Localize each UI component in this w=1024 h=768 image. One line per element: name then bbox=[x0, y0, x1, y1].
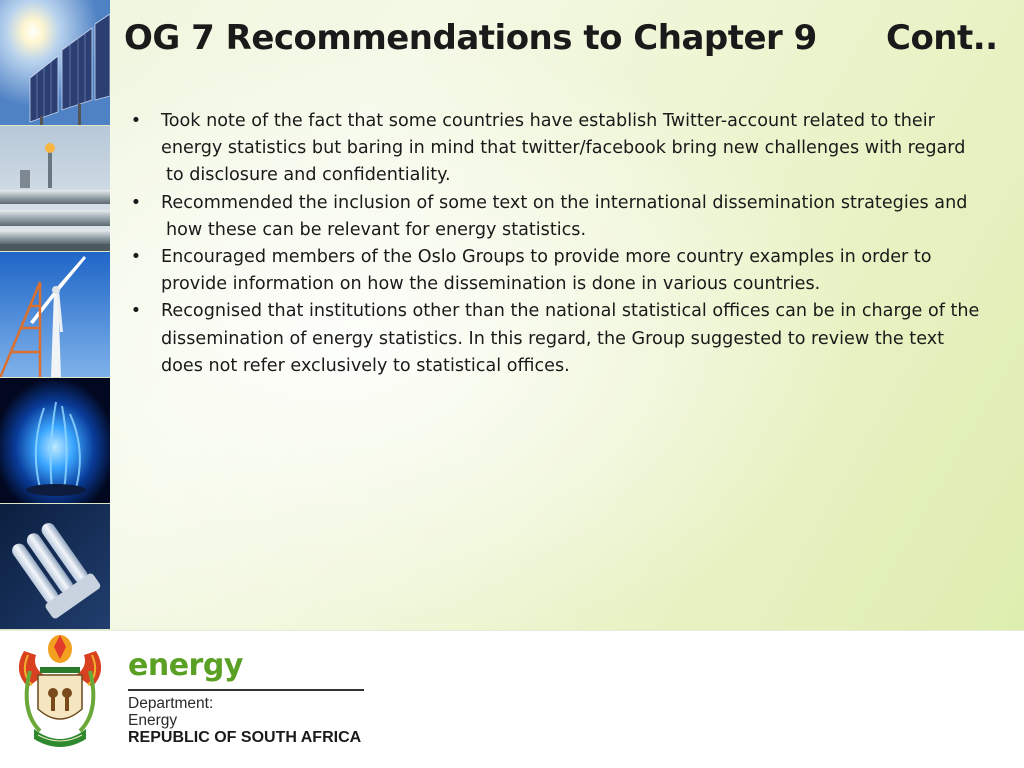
photo-strip bbox=[0, 0, 110, 630]
department-label: Department: bbox=[128, 695, 214, 712]
bullet-line: does not refer exclusively to statistical offices. bbox=[161, 355, 570, 376]
bullet-line: Recognised that institutions other than the national statistical offices can be in charge of the bbox=[161, 301, 980, 322]
bullet-item bbox=[124, 244, 1019, 298]
brand-word: energy bbox=[128, 648, 243, 683]
slide-title bbox=[124, 18, 1014, 68]
title-text: OG 7 Recommendations to Chapter 9 bbox=[124, 18, 817, 58]
bullet-icon: • bbox=[130, 301, 142, 322]
bullet-item bbox=[124, 108, 1019, 190]
bullet-line: provide information on how the dissemination is done in various countries. bbox=[161, 274, 821, 295]
bullet-line: Encouraged members of the Oslo Groups to provide more country examples in order to bbox=[161, 247, 932, 268]
bullet-icon: • bbox=[130, 192, 142, 213]
pipelines-photo bbox=[0, 126, 110, 252]
bullet-line: Took note of the fact that some countries have establish Twitter-account related to their bbox=[161, 111, 935, 131]
bullet-icon: • bbox=[130, 111, 142, 131]
solar-panels-photo bbox=[0, 0, 110, 126]
department-logo bbox=[128, 648, 364, 746]
bullet-item bbox=[124, 190, 1019, 244]
bullet-line: dissemination of energy statistics. In this regard, the Group suggested to review the text bbox=[161, 328, 945, 349]
bullet-line: to disclosure and confidentiality. bbox=[166, 165, 451, 186]
bullet-icon: • bbox=[130, 247, 142, 268]
bullet-item bbox=[124, 298, 1019, 380]
bullet-line: how these can be relevant for energy statistics. bbox=[166, 219, 587, 240]
bullet-line: Recommended the inclusion of some text on the international dissemination strategies and bbox=[161, 192, 968, 213]
cfl-bulb-photo bbox=[0, 504, 110, 630]
bullet-line: energy statistics but baring in mind that twitter/facebook bring new challenges with regard bbox=[161, 138, 966, 159]
bullet-list bbox=[124, 108, 1019, 380]
divider bbox=[128, 689, 364, 691]
south-africa-coat-of-arms-icon bbox=[10, 631, 110, 759]
department-name: Energy bbox=[128, 712, 178, 729]
footer bbox=[0, 630, 1024, 768]
country-name: REPUBLIC OF SOUTH AFRICA bbox=[128, 729, 362, 746]
title-suffix: Cont.. bbox=[886, 18, 998, 58]
wind-turbine-photo bbox=[0, 252, 110, 378]
gas-flame-photo bbox=[0, 378, 110, 504]
